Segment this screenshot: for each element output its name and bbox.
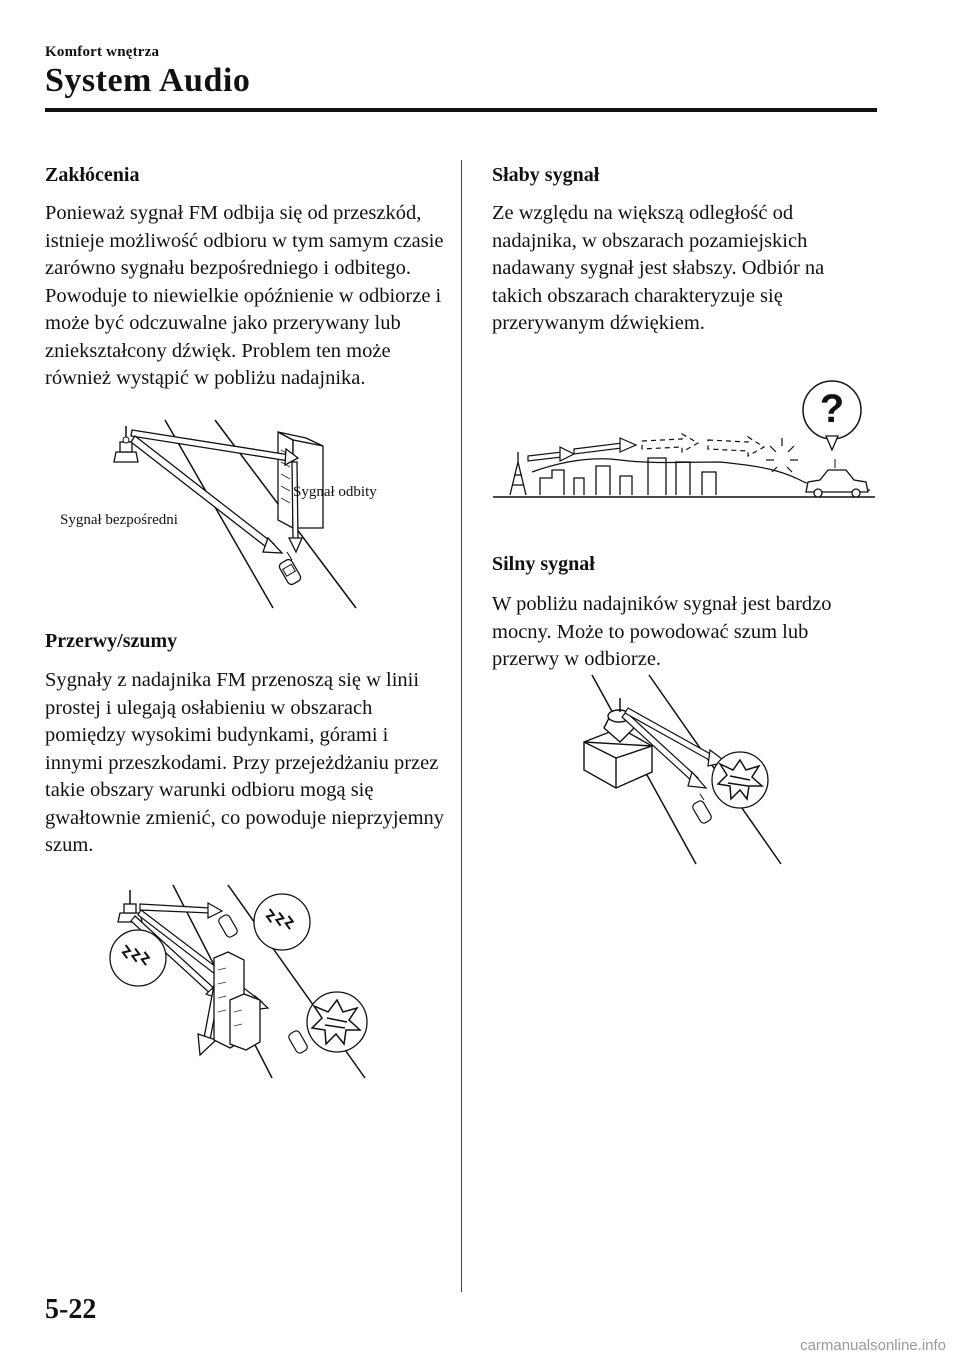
text-interruptions: Sygnały z nadajnika FM przenoszą się w linii prostej i ulegają osłabieniu w obszarach pomiędzy wysokimi budynkami, górami i innymi przeszkodami. Przy przejeżdżaniu przez takie obszary warunki odbioru mogą się gwałtownie zmienić, co powoduje nieprzyjemny szum. [45, 669, 445, 856]
heading-interruptions: Przerwy/szumy [45, 630, 178, 652]
heading-strong-signal: Silny sygnał [492, 553, 595, 575]
heading-weak-signal: Słaby sygnał [492, 164, 600, 186]
page-title: System Audio [45, 62, 251, 99]
section-label: Komfort wnętrza [45, 44, 160, 60]
watermark: carmanualsonline.info [800, 1337, 946, 1354]
page-number: 5-22 [45, 1294, 97, 1325]
label-reflected-signal: Sygnał odbity [293, 484, 377, 500]
text-weak-signal: Ze względu na większą odległość od nadajnika, w obszarach pozamiejskich nadawany sygnał jest słabszy. Odbiór na takich obszarach charakteryzuje się przerywanym dźwiękiem. [492, 202, 825, 334]
label-direct-signal: Sygnał bezpośredni [60, 512, 178, 528]
text-interference: Ponieważ sygnał FM odbija się od przeszkód, istnieje możliwość odbioru w tym samym czasie zarówno sygnału bezpośredniego i odbitego. Powoduje to niewielkie opóźnienie w odbiorze i może być odczuwalne jako przerywany lub zniekształcony dźwięk. Problem ten może również wystąpić w pobliżu nadajnika. [45, 202, 444, 389]
heading-interference: Zakłócenia [45, 164, 140, 186]
question-mark-icon: ? [819, 387, 845, 431]
text-strong-signal: W pobliżu nadajników sygnał jest bardzo mocny. Może to powodować szum lub przerwy w odbiorze. [492, 593, 832, 670]
